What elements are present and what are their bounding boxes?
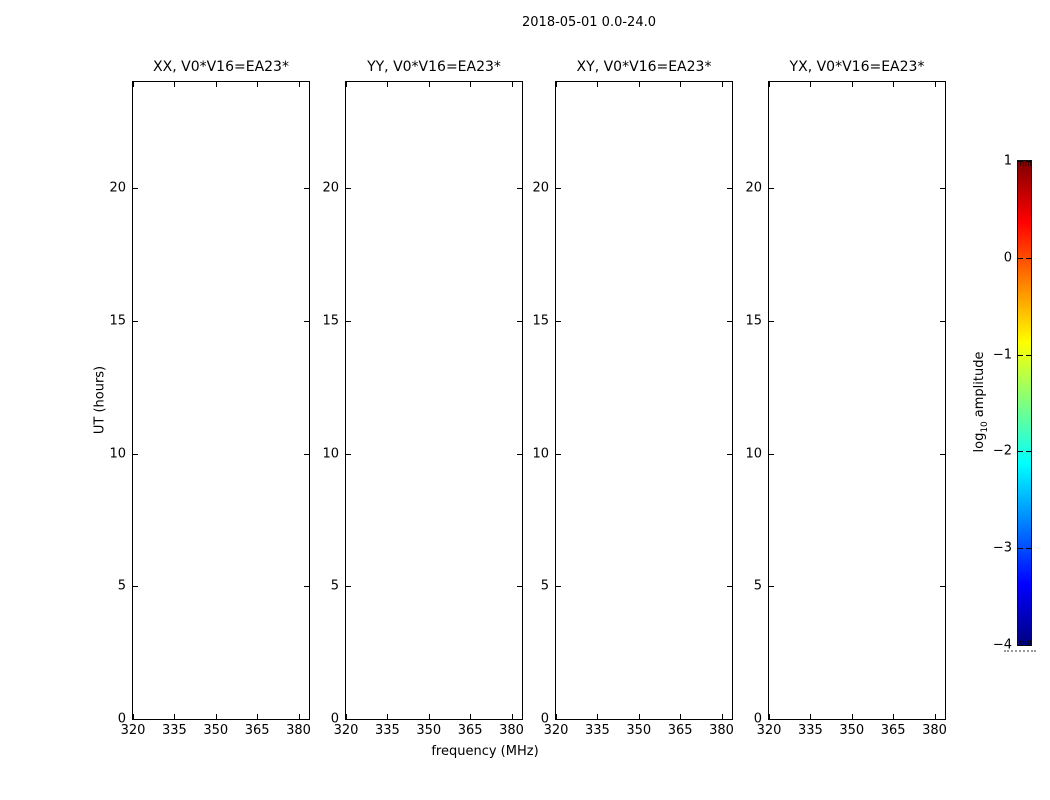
- colorbar-tick-mark: [1026, 258, 1031, 259]
- colorbar-tick-mark: [1026, 645, 1031, 646]
- x-tick-label: 350: [839, 723, 865, 738]
- colorbar-tick-label: −1: [992, 347, 1012, 363]
- x-tick-label: 350: [626, 723, 652, 738]
- figure-title: 2018-05-01 0.0-24.0: [522, 15, 656, 30]
- x-tick-label: 320: [756, 723, 782, 738]
- y-tick-mark: [346, 321, 351, 322]
- colorbar-label: [972, 352, 990, 453]
- y-tick-mark: [727, 719, 732, 720]
- y-tick-label: 5: [117, 578, 126, 594]
- x-tick-mark: [639, 714, 640, 719]
- x-tick-mark: [299, 82, 300, 87]
- colorbar-edge-hatch: [1028, 162, 1029, 166]
- colorbar-edge-hatch: [1028, 640, 1029, 644]
- x-tick-mark: [387, 714, 388, 719]
- y-tick-mark: [769, 454, 774, 455]
- y-tick-mark: [133, 321, 138, 322]
- y-tick-label: 15: [532, 313, 549, 329]
- panel-title: YX, V0*V16=EA23*: [789, 59, 925, 75]
- y-tick-label: 10: [532, 446, 549, 462]
- x-tick-label: 380: [286, 723, 311, 738]
- x-tick-mark: [597, 714, 598, 719]
- y-tick-label: 10: [109, 446, 126, 462]
- x-tick-mark: [429, 82, 430, 87]
- x-tick-mark: [852, 714, 853, 719]
- colorbar-tick-mark: [1018, 451, 1023, 452]
- y-tick-label: 15: [109, 313, 126, 329]
- y-tick-mark: [556, 454, 561, 455]
- y-tick-mark: [727, 586, 732, 587]
- x-tick-mark: [639, 82, 640, 87]
- x-tick-mark: [810, 714, 811, 719]
- x-tick-mark: [810, 82, 811, 87]
- x-tick-mark: [722, 714, 723, 719]
- colorbar-edge-hatch: [1023, 640, 1024, 644]
- panel-xx: [109, 59, 311, 738]
- colorbar-tick-mark: [1026, 451, 1031, 452]
- colorbar-tick-label: −3: [992, 540, 1012, 556]
- y-tick-mark: [556, 586, 561, 587]
- x-tick-label: 365: [880, 723, 906, 738]
- colorbar-edge-hatch: [1020, 640, 1021, 644]
- x-tick-label: 365: [457, 723, 483, 738]
- colorbar-bottom-dots: [1004, 650, 1036, 652]
- y-tick-mark: [304, 454, 309, 455]
- colorbar-tick-mark: [1018, 258, 1023, 259]
- x-tick-mark: [680, 714, 681, 719]
- y-tick-mark: [556, 719, 561, 720]
- colorbar-tick-mark: [1018, 355, 1023, 356]
- panel-xy: [532, 59, 734, 738]
- y-tick-label: 20: [532, 180, 549, 196]
- x-tick-mark: [174, 82, 175, 87]
- y-tick-mark: [769, 719, 774, 720]
- panel-title: YY, V0*V16=EA23*: [367, 59, 501, 75]
- y-tick-label: 0: [117, 711, 126, 727]
- colorbar-tick-label: 0: [1003, 250, 1012, 266]
- y-tick-mark: [346, 454, 351, 455]
- x-tick-mark: [346, 82, 347, 87]
- y-tick-mark: [940, 586, 945, 587]
- x-tick-label: 365: [667, 723, 693, 738]
- colorbar: [992, 153, 1032, 653]
- y-tick-mark: [346, 586, 351, 587]
- x-tick-mark: [216, 82, 217, 87]
- x-tick-mark: [133, 82, 134, 87]
- y-tick-label: 20: [109, 180, 126, 196]
- y-tick-mark: [517, 719, 522, 720]
- y-tick-mark: [727, 454, 732, 455]
- panel-title: XX, V0*V16=EA23*: [153, 59, 289, 75]
- x-tick-label: 335: [161, 723, 187, 738]
- y-tick-mark: [304, 586, 309, 587]
- colorbar-tick-mark: [1026, 548, 1031, 549]
- x-tick-mark: [512, 82, 513, 87]
- x-tick-label: 320: [120, 723, 146, 738]
- x-tick-mark: [174, 714, 175, 719]
- colorbar-label-post: amplitude: [972, 351, 988, 418]
- y-tick-mark: [940, 719, 945, 720]
- colorbar-tick-label: 1: [1003, 153, 1012, 169]
- y-tick-label: 10: [322, 446, 339, 462]
- x-tick-label: 380: [709, 723, 734, 738]
- colorbar-tick-mark: [1026, 355, 1031, 356]
- x-tick-mark: [893, 714, 894, 719]
- y-tick-mark: [346, 188, 351, 189]
- x-tick-mark: [387, 82, 388, 87]
- y-tick-mark: [517, 454, 522, 455]
- x-tick-mark: [769, 82, 770, 87]
- colorbar-tick-mark: [1018, 548, 1023, 549]
- x-tick-mark: [257, 82, 258, 87]
- y-tick-mark: [769, 321, 774, 322]
- y-tick-mark: [133, 454, 138, 455]
- y-tick-label: 15: [745, 313, 762, 329]
- y-tick-label: 5: [753, 578, 762, 594]
- colorbar-edge-hatch: [1025, 640, 1026, 644]
- y-tick-mark: [133, 586, 138, 587]
- y-tick-mark: [304, 719, 309, 720]
- colorbar-tick-label: −2: [992, 443, 1012, 459]
- y-tick-mark: [517, 321, 522, 322]
- x-tick-mark: [722, 82, 723, 87]
- y-tick-label: 15: [322, 313, 339, 329]
- x-tick-mark: [429, 714, 430, 719]
- colorbar-tick-label: −4: [992, 637, 1012, 653]
- y-tick-mark: [940, 454, 945, 455]
- y-tick-label: 20: [745, 180, 762, 196]
- colorbar-edge-hatch: [1023, 162, 1024, 166]
- colorbar-edge-hatch: [1020, 162, 1021, 166]
- x-tick-mark: [216, 714, 217, 719]
- y-tick-mark: [304, 188, 309, 189]
- x-tick-mark: [299, 714, 300, 719]
- x-tick-mark: [512, 714, 513, 719]
- x-tick-label: 320: [543, 723, 569, 738]
- x-tick-mark: [470, 714, 471, 719]
- x-tick-mark: [935, 82, 936, 87]
- x-tick-label: 350: [416, 723, 442, 738]
- x-tick-label: 335: [374, 723, 400, 738]
- y-tick-mark: [304, 321, 309, 322]
- y-tick-label: 0: [540, 711, 549, 727]
- x-tick-label: 335: [797, 723, 823, 738]
- y-tick-mark: [769, 586, 774, 587]
- y-tick-mark: [727, 321, 732, 322]
- y-tick-label: 5: [540, 578, 549, 594]
- y-tick-mark: [517, 188, 522, 189]
- y-tick-mark: [517, 586, 522, 587]
- x-tick-mark: [470, 82, 471, 87]
- y-tick-label: 0: [753, 711, 762, 727]
- y-tick-label: 10: [745, 446, 762, 462]
- x-tick-mark: [680, 82, 681, 87]
- y-tick-mark: [346, 719, 351, 720]
- x-tick-label: 380: [922, 723, 947, 738]
- x-tick-mark: [257, 714, 258, 719]
- x-tick-label: 350: [203, 723, 229, 738]
- colorbar-edge-hatch: [1025, 162, 1026, 166]
- colorbar-label-sub: 10: [979, 421, 990, 433]
- x-tick-label: 320: [333, 723, 359, 738]
- colorbar-edge-hatch: [1030, 640, 1031, 644]
- y-tick-mark: [940, 188, 945, 189]
- colorbar-label-pre: log: [972, 432, 988, 453]
- colorbar-tick-mark: [1018, 645, 1023, 646]
- y-tick-mark: [769, 188, 774, 189]
- y-tick-mark: [727, 188, 732, 189]
- x-tick-label: 380: [499, 723, 524, 738]
- y-tick-mark: [133, 719, 138, 720]
- y-tick-mark: [940, 321, 945, 322]
- panel-yx: [745, 59, 947, 738]
- panel-yy: [322, 59, 524, 738]
- x-tick-mark: [556, 82, 557, 87]
- x-tick-mark: [893, 82, 894, 87]
- x-tick-label: 365: [244, 723, 270, 738]
- colorbar-edge-hatch: [1030, 162, 1031, 166]
- y-tick-label: 5: [330, 578, 339, 594]
- y-tick-label: 20: [322, 180, 339, 196]
- y-tick-mark: [556, 321, 561, 322]
- y-tick-label: 0: [330, 711, 339, 727]
- x-tick-mark: [935, 714, 936, 719]
- y-tick-mark: [556, 188, 561, 189]
- x-tick-mark: [852, 82, 853, 87]
- x-tick-mark: [597, 82, 598, 87]
- x-axis-label: frequency (MHz): [431, 744, 539, 759]
- y-tick-mark: [133, 188, 138, 189]
- y-axis-label: UT (hours): [92, 365, 108, 435]
- panel-title: XY, V0*V16=EA23*: [576, 59, 712, 75]
- x-tick-label: 335: [584, 723, 610, 738]
